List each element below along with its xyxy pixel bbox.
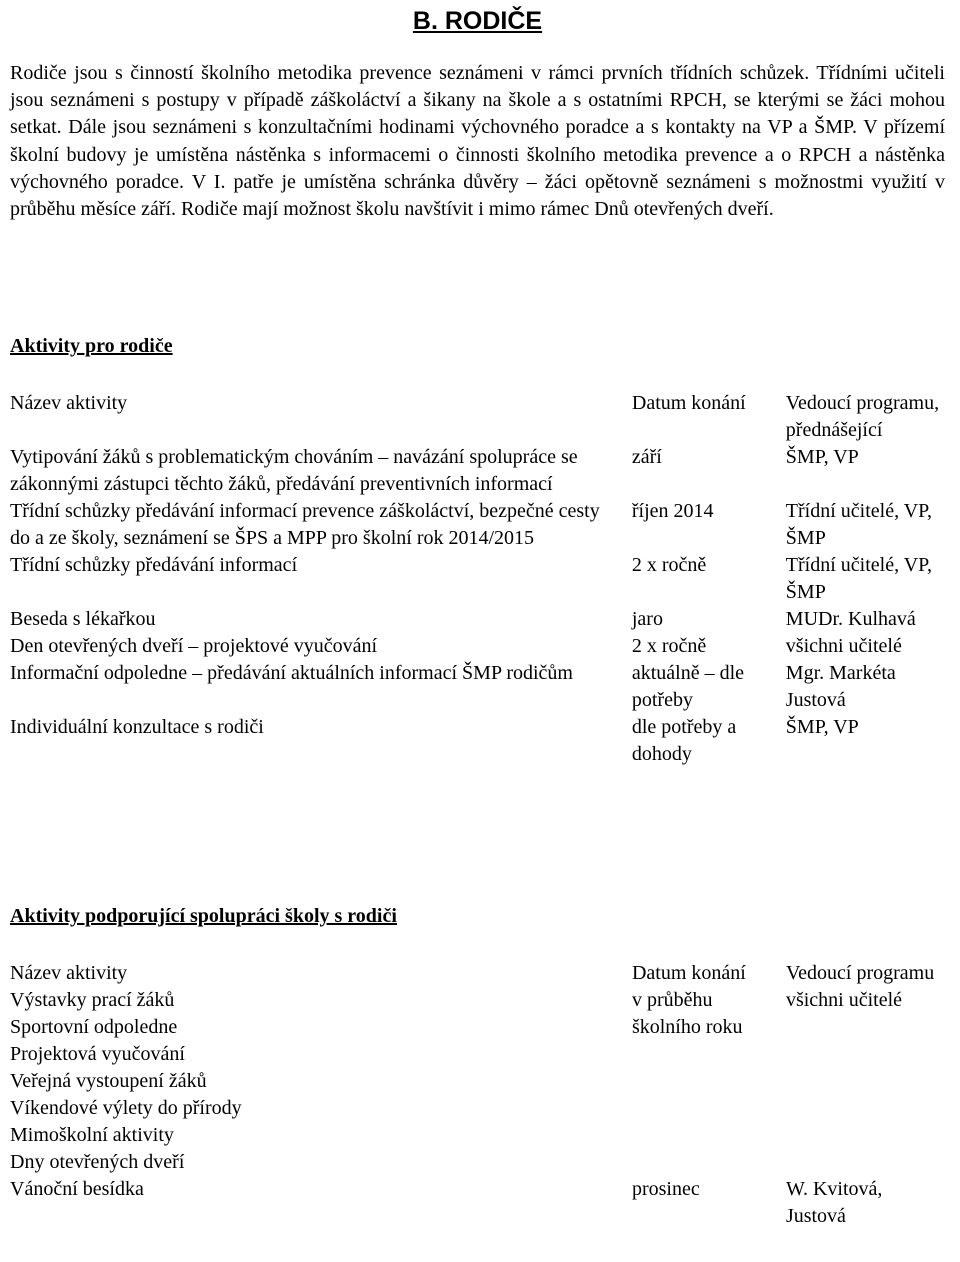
intro-paragraph: Rodiče jsou s činností školního metodika prevence seznámeni v rámci prvních třídních schůzek. Třídními učiteli jsou seznámeni s postupy v případě záškoláctví a šikany na škole a s ostatními RPCH, se kterými se žáci mohou setkat. Dále jsou seznámeni s konzultačními hodinami výchovného poradce a s kontakty na VP a ŠMP. V přízemí školní budovy je umístěna nástěnka s informacemi o činnosti školního metodika prevence a o RPCH a nástěnka výchovného poradce. V I. patře je umístěna schránka důvěry – žáci opětovně seznámeni s možnostmi využití v průběhu měsíce září. Rodiče mají možnost školu navštívit i mimo rámec Dnů otevřených dveří.: [10, 62, 945, 221]
table-row: [10, 606, 945, 633]
activity-cell: Projektová vyučování: [10, 1043, 185, 1065]
activity-cell: Individuální konzultace s rodiči: [10, 716, 264, 738]
table-header-row: [10, 390, 945, 444]
leader-cell: všichni učitelé: [785, 989, 903, 1011]
table-row: [10, 987, 945, 1014]
leader-cell: ŠMP, VP: [785, 716, 859, 738]
date-cell: v průběhu školního roku: [631, 989, 743, 1038]
leader-cell: Třídní učitelé, VP, ŠMP: [785, 500, 933, 549]
table-row: [10, 633, 945, 660]
leader-cell: všichni učitelé: [785, 635, 902, 657]
activity-cell: Beseda s lékařkou: [10, 608, 156, 630]
header-activity: Název aktivity: [10, 962, 128, 984]
leader-cell: W. Kvitová, Justová: [785, 1178, 883, 1227]
leader-cell: Mgr. Markéta Justová: [785, 662, 896, 711]
parents-activities-table: [10, 390, 945, 768]
activity-cell: Dny otevřených dveří: [10, 1151, 185, 1173]
document-page: [10, 0, 945, 1227]
activity-cell: Vánoční besídka: [10, 1178, 144, 1200]
cooperation-activities-table: [10, 960, 945, 1230]
date-cell: prosinec: [631, 1178, 700, 1200]
leader-cell: Třídní učitelé, VP, ŠMP: [785, 554, 933, 603]
date-cell: 2 x ročně: [631, 554, 707, 576]
header-date: Datum konání: [631, 392, 746, 414]
table-row: [10, 1176, 945, 1230]
activity-cell: Výstavky prací žáků: [10, 989, 175, 1011]
table-row: [10, 552, 945, 606]
date-cell: říjen 2014: [631, 500, 714, 522]
activity-cell: Třídní schůzky předávání informací prevence záškoláctví, bezpečné cesty do a ze školy, seznámení se ŠPS a MPP pro školní rok 2014/2015: [10, 500, 600, 549]
header-activity: Název aktivity: [10, 392, 128, 414]
header-leader: Vedoucí programu, přednášející: [785, 392, 940, 441]
date-cell: září: [631, 446, 662, 468]
header-date: Datum konání: [631, 962, 746, 984]
table-row: [10, 498, 945, 552]
table-header-row: [10, 960, 945, 987]
date-cell: aktuálně – dle potřeby: [631, 662, 745, 711]
leader-cell: MUDr. Kulhavá: [785, 608, 916, 630]
date-cell: 2 x ročně: [631, 635, 707, 657]
table-row: [10, 714, 945, 768]
activity-cell: Informační odpoledne – předávání aktuálních informací ŠMP rodičům: [10, 662, 573, 684]
page-heading: B. RODIČE: [412, 7, 543, 35]
activity-cell: Mimoškolní aktivity: [10, 1124, 174, 1146]
table-row: [10, 660, 945, 714]
section-title-cooperation: Aktivity podporující spolupráci školy s rodiči: [10, 905, 397, 927]
section-title-parents: Aktivity pro rodiče: [10, 335, 173, 357]
table-row: [10, 444, 945, 498]
activity-cell: Vytipování žáků s problematickým chováním – navázání spolupráce se zákonnými zástupci těchto žáků, předávání preventivních informací: [10, 446, 578, 495]
activity-cell: Veřejná vystoupení žáků: [10, 1070, 207, 1092]
activity-cell: Víkendové výlety do přírody: [10, 1097, 242, 1119]
activity-cell: Třídní schůzky předávání informací: [10, 554, 298, 576]
activity-cell: Sportovní odpoledne: [10, 1016, 178, 1038]
header-leader: Vedoucí programu: [785, 962, 935, 984]
date-cell: jaro: [631, 608, 663, 630]
leader-cell: ŠMP, VP: [785, 446, 859, 468]
activity-cell: Den otevřených dveří – projektové vyučování: [10, 635, 378, 657]
date-cell: dle potřeby a dohody: [631, 716, 737, 765]
